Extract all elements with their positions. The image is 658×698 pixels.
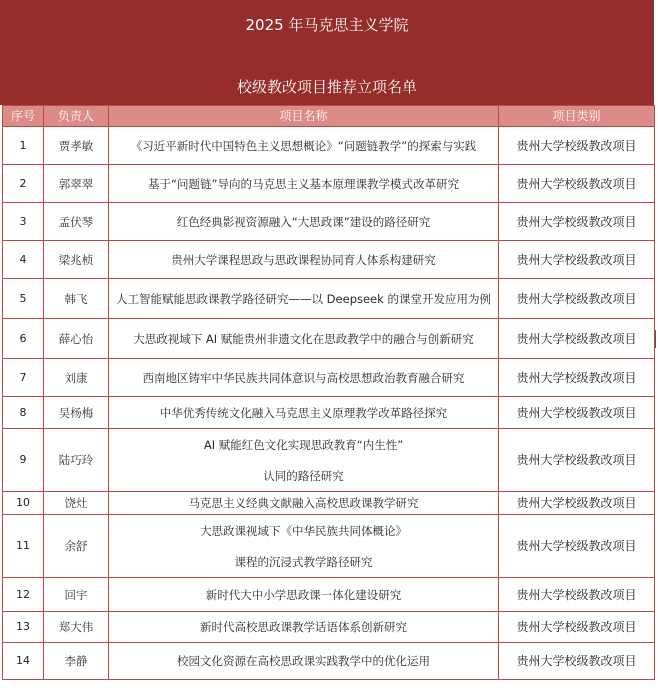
project-name-line: 大思政课视域下《中华民族共同体概论》: [200, 523, 407, 538]
project-name: 基于“问题链”导向的马克思主义基本原理课教学模式改革研究: [109, 165, 499, 203]
table-header-row: [3, 106, 655, 127]
leader-name: 刘康: [44, 359, 109, 397]
document-subtitle: 校级教改项目推荐立项名单: [236, 78, 417, 96]
table-row: [3, 612, 655, 643]
row-number: 8: [3, 397, 44, 429]
column-header-leader: 负责人: [44, 106, 109, 127]
project-category: 贵州大学校级教改项目: [499, 429, 655, 492]
row-number: 6: [3, 319, 44, 359]
row-number: 11: [3, 515, 44, 578]
table-row: [3, 397, 655, 429]
leader-name: 韩飞: [44, 279, 109, 319]
project-name: 《习近平新时代中国特色主义思想概论》“问题链教学”的探索与实践: [109, 127, 499, 165]
project-name: 西南地区铸牢中华民族共同体意识与高校思想政治教育融合研究: [109, 359, 499, 397]
leader-name: 陆巧玲: [44, 429, 109, 492]
project-category: 贵州大学校级教改项目: [499, 492, 655, 515]
project-name: 校园文化资源在高校思政课实践教学中的优化运用: [109, 643, 499, 680]
column-header-project: 项目名称: [109, 106, 499, 127]
leader-name: 回宇: [44, 578, 109, 612]
project-name-line: 课程的沉浸式教学路径研究: [234, 554, 373, 569]
leader-name: 余舒: [44, 515, 109, 578]
row-number: 12: [3, 578, 44, 612]
project-table: [2, 105, 655, 680]
project-name: 红色经典影视资源融入“大思政课”建设的路径研究: [109, 203, 499, 241]
leader-name: 吴杨梅: [44, 397, 109, 429]
project-name: 新时代大中小学思政课一体化建设研究: [109, 578, 499, 612]
row-number: 10: [3, 492, 44, 515]
project-name: 贵州大学课程思政与思政课程协同育人体系构建研究: [109, 241, 499, 279]
row-number: 1: [3, 127, 44, 165]
project-name-line: 认同的路径研究: [263, 468, 344, 483]
project-name-line: AI 赋能红色文化实现思政教育“内生性”: [203, 437, 404, 452]
leader-name: 梁兆桢: [44, 241, 109, 279]
project-category: 贵州大学校级教改项目: [499, 515, 655, 578]
project-category: 贵州大学校级教改项目: [499, 359, 655, 397]
row-number: 13: [3, 612, 44, 643]
table-row: [3, 429, 655, 492]
project-name: 新时代高校思政课教学话语体系创新研究: [109, 612, 499, 643]
project-category: 贵州大学校级教改项目: [499, 279, 655, 319]
project-name: [109, 515, 499, 578]
table-row: [3, 578, 655, 612]
project-name: 马克思主义经典文献融入高校思政课教学研究: [109, 492, 499, 515]
leader-name: 孟伏琴: [44, 203, 109, 241]
project-category: 贵州大学校级教改项目: [499, 165, 655, 203]
project-category: 贵州大学校级教改项目: [499, 643, 655, 680]
leader-name: 贾孝敏: [44, 127, 109, 165]
table-row: [3, 127, 655, 165]
project-category: 贵州大学校级教改项目: [499, 127, 655, 165]
table-row: [3, 643, 655, 680]
row-number: 4: [3, 241, 44, 279]
table-row: [3, 203, 655, 241]
project-name: 大思政视域下 AI 赋能贵州非遗文化在思政教学中的融合与创新研究: [109, 319, 499, 359]
project-category: 贵州大学校级教改项目: [499, 319, 655, 359]
leader-name: 郑大伟: [44, 612, 109, 643]
project-category: 贵州大学校级教改项目: [499, 578, 655, 612]
edge-divider: [655, 330, 656, 348]
title-banner: [0, 0, 654, 105]
table-row: [3, 319, 655, 359]
table-row: [3, 279, 655, 319]
table-row: [3, 492, 655, 515]
leader-name: 李静: [44, 643, 109, 680]
table-row: [3, 515, 655, 578]
row-number: 3: [3, 203, 44, 241]
leader-name: 薛心怡: [44, 319, 109, 359]
row-number: 5: [3, 279, 44, 319]
leader-name: 郭翠翠: [44, 165, 109, 203]
project-category: 贵州大学校级教改项目: [499, 241, 655, 279]
project-name: 中华优秀传统文化融入马克思主义原理教学改革路径探究: [109, 397, 499, 429]
project-category: 贵州大学校级教改项目: [499, 612, 655, 643]
leader-name: 饶灶: [44, 492, 109, 515]
row-number: 9: [3, 429, 44, 492]
row-number: 14: [3, 643, 44, 680]
project-name: 人工智能赋能思政课教学路径研究——以 Deepseek 的课堂开发应用为例: [109, 279, 499, 319]
table-row: [3, 241, 655, 279]
project-category: 贵州大学校级教改项目: [499, 397, 655, 429]
column-header-category: 项目类别: [499, 106, 655, 127]
table-row: [3, 165, 655, 203]
table-row: [3, 359, 655, 397]
row-number: 7: [3, 359, 44, 397]
column-header-number: 序号: [3, 106, 44, 127]
project-category: 贵州大学校级教改项目: [499, 203, 655, 241]
row-number: 2: [3, 165, 44, 203]
project-name: [109, 429, 499, 492]
document-title: 2025 年马克思主义学院: [245, 16, 409, 34]
